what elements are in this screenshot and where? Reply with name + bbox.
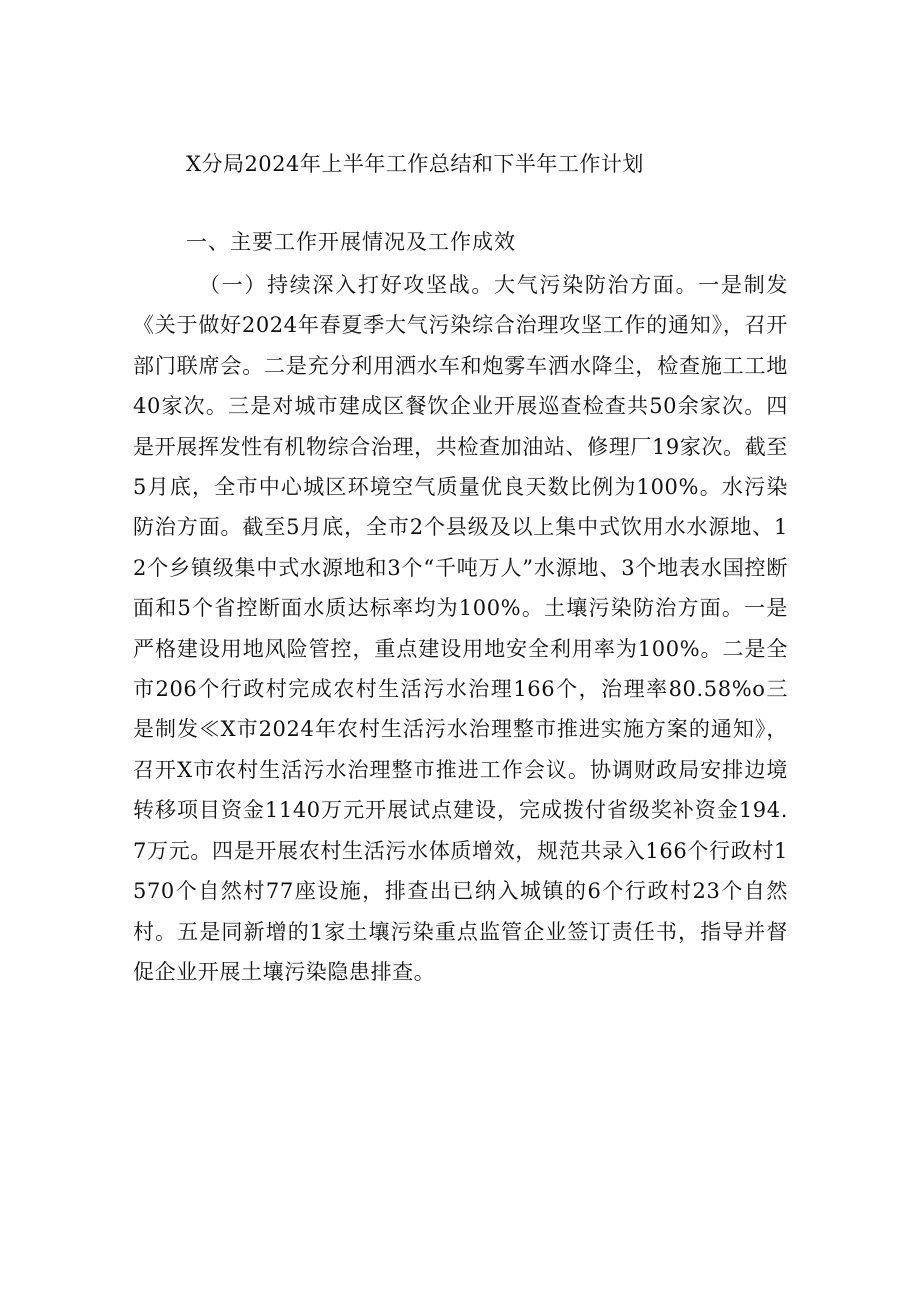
body-paragraph: （一）持续深入打好攻坚战。大气污染防治方面。一是制发《关于做好2024年春夏季大气污染综合治理攻坚工作的通知》，召开部门联席会。二是充分利用洒水车和炮雾车洒水降尘，检查施工工地40家次。三是对城市建成区餐饮企业开展巡查检查共50余家次。四是开展挥发性有机物综合治理，共检查加油站、修理厂19家次。截至5月底，全市中心城区环境空气质量优良天数比例为100%。水污染防治方面。截至5月底，全市2个县级及以上集中式饮用水水源地、12个乡镇级集中式水源地和3个“千吨万人”水源地、3个地表水国控断面和5个省控断面水质达标率均为100%。土壤污染防治方面。一是严格建设用地风险管控，重点建设用地安全利用率为100%。二是全市206个行政村完成农村生活污水治理166个，治理率80.58%o三是制发≪X市2024年农村生活污水治理整市推进实施方案的通知》，召开X市农村生活污水治理整市推进工作会议。协调财政局安排边境转移项目资金1140万元开展试点建设，完成拨付省级奖补资金194.7万元。四是开展农村生活污水体质增效，规范共录入166个行政村1570个自然村77座设施，排查出已纳入城镇的6个行政村23个自然村。五是同新增的1家土壤污染重点监管企业签订责任书，指导并督促企业开展土壤污染隐患排查。 <box>133 273 788 984</box>
document-title: X分局2024年上半年工作总结和下半年工作计划 <box>186 152 644 176</box>
section-heading: 一、主要工作开展情况及工作成效 <box>186 230 516 254</box>
